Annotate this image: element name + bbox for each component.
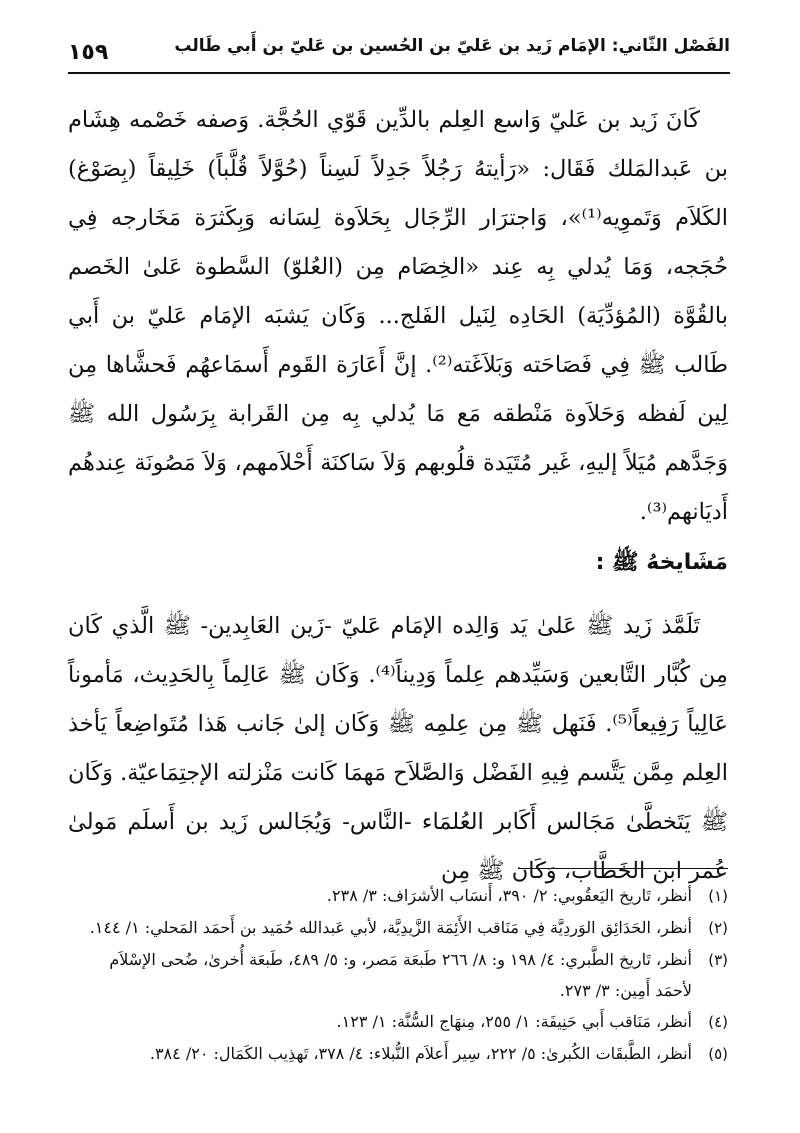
footnote-item — [68, 912, 728, 944]
running-header — [68, 30, 730, 74]
footnote-divider — [518, 868, 728, 869]
footnote-item — [68, 1006, 728, 1038]
footnote-number: (١) — [708, 887, 728, 905]
footnote-text: أنظر، تَاريخ الطَّبري: ٤/ ١٩٨ و: ٨/ ٢٦٦ طَبعَة مَصر، و: ٥/ ٤٨٩، طَبعَة أُخرىٰ، ضُحى الإسْلاَم لأحمَد أَمِين: ٣/ ٢٧٣. — [109, 950, 692, 1000]
footnote-text: أنظر، تَاريخ اليَعقُوبي: ٢/ ٣٩٠، أَنسَاب الأشرَاف: ٣/ ٢٣٨. — [326, 886, 692, 905]
footnote-number: (٥) — [708, 1045, 728, 1063]
header-rule — [68, 72, 730, 74]
paragraph-1 — [68, 96, 728, 537]
page-number: ١٥٩ — [68, 40, 109, 65]
footnote-number: (٣) — [708, 951, 728, 969]
paragraph-2-text: تَلَمَّذ زَيد ﷺ عَلىٰ يَد وَالِده الإمَام عَليّ -زَين العَابِدين- ﷺ الَّذي كَان مِن كُبَّار التَّابعين وَسَيِّدهم عِلماً وَدِيناً⁽⁴⁾. وَكَان ﷺ عَالِماً بِالحَدِيث، مَأموناً عَالِياً رَفِيعاً⁽⁵⁾. فَنَهل ﷺ مِن عِلمِه ﷺ وَكَان إلىٰ جَانب هَذا مُتَواضِعاً يَأخذ العِلم مِمَّن يَتَّسم فِيهِ الفَضْل وَالصَّلاَح مَهمَا كَانت مَنْزلته الإجتِمَاعيّة. وَكَان ﷺ يَتَخطَّىٰ مَجَالس أَكَابر العُلمَاء -النَّاس- وَيُجَالس زَيد بن أَسلَم مَولىٰ عُمر ابن الخَطَّاب، وَكَان ﷺ مِن — [68, 613, 728, 884]
footnote-number: (٢) — [708, 919, 728, 937]
footnote-item — [68, 880, 728, 912]
footnote-item — [68, 1038, 728, 1070]
chapter-title: الفَصْل الثّاني: الإمَام زَيد بن عَليّ بن الحُسين بن عَليّ بن أَبي طَالب — [174, 36, 730, 56]
section-heading: مَشَايخهُ ﷺ : — [595, 550, 728, 575]
footnotes-list — [68, 880, 728, 1070]
footnote-item — [68, 944, 728, 1006]
footnote-number: (٤) — [708, 1013, 728, 1031]
paragraph-1-text: كَانَ زَيد بن عَليّ وَاسع العِلم بالدِّين قَوّي الحُجَّة. وَصفه خَصْمه هِشَام بن عَبدالمَلك فَقَال: «رَأيتهُ رَجُلاً جَدِلاً لَسِناً (حُوَّلاً قُلَّباً) خَلِيقاً (بِصَوْغ) الكَلاَم وَتَموِيه⁽¹⁾»، وَاجترَار الرِّجَال بِحَلاَوة لِسَانه وَبِكَثرَة مَخَارجه فِي حُجَجه، وَمَا يُدلي بِه عِند «الخِصَام مِن (العُلوّ) السَّطوة عَلىٰ الخَصم بالقُوَّة (المُؤدِّيَة) الحَادِه لِنَيل الفَلج... وَكَان يَشبَه الإمَام عَليّ بن أَبي طَالب ﷺ فِي فَصَاحَته وَبَلاَغَته⁽²⁾. إنَّ أَعَارَة القَوم أَسمَاعهُم فَحشَّاها مِن لِين لَفظه وَحَلاَوة مَنْطقه مَع مَا يُدلي بِه مِن القَرابة بِرَسُول الله ﷺ وَجَدَّهم مُيَلاً إليهِ، غَير مُتَيَدة قلُوبهم وَلاَ سَاكنَة أَحْلاَمهم، وَلاَ مَصُونَة عِندهُم أَديَانهم⁽³⁾. — [68, 107, 728, 525]
footnote-text: أنظر، مَنَاقب أَبي حَنِيفَة: ١/ ٢٥٥، مِنهَاج السُّنَّة: ١/ ١٢٣. — [336, 1012, 692, 1031]
footnote-text: أنظر، الطَّبقَات الكُبرىٰ: ٥/ ٢٢٢، سِير أَعلاَم النُّبلاء: ٤/ ٣٧٨، تَهذِيب الكَمَال: ٢٠/ ٣٨٤. — [149, 1044, 692, 1063]
footnote-text: أنظر، الحَدَائِق الوَردِيَّة فِي مَنَاقب الأَئِمَة الزَّيدِيَّة، لأبي عَبدالله حُمَيد بن أَحمَد المَحلي: ١/ ١٤٤. — [89, 918, 692, 937]
paragraph-2 — [68, 602, 728, 896]
